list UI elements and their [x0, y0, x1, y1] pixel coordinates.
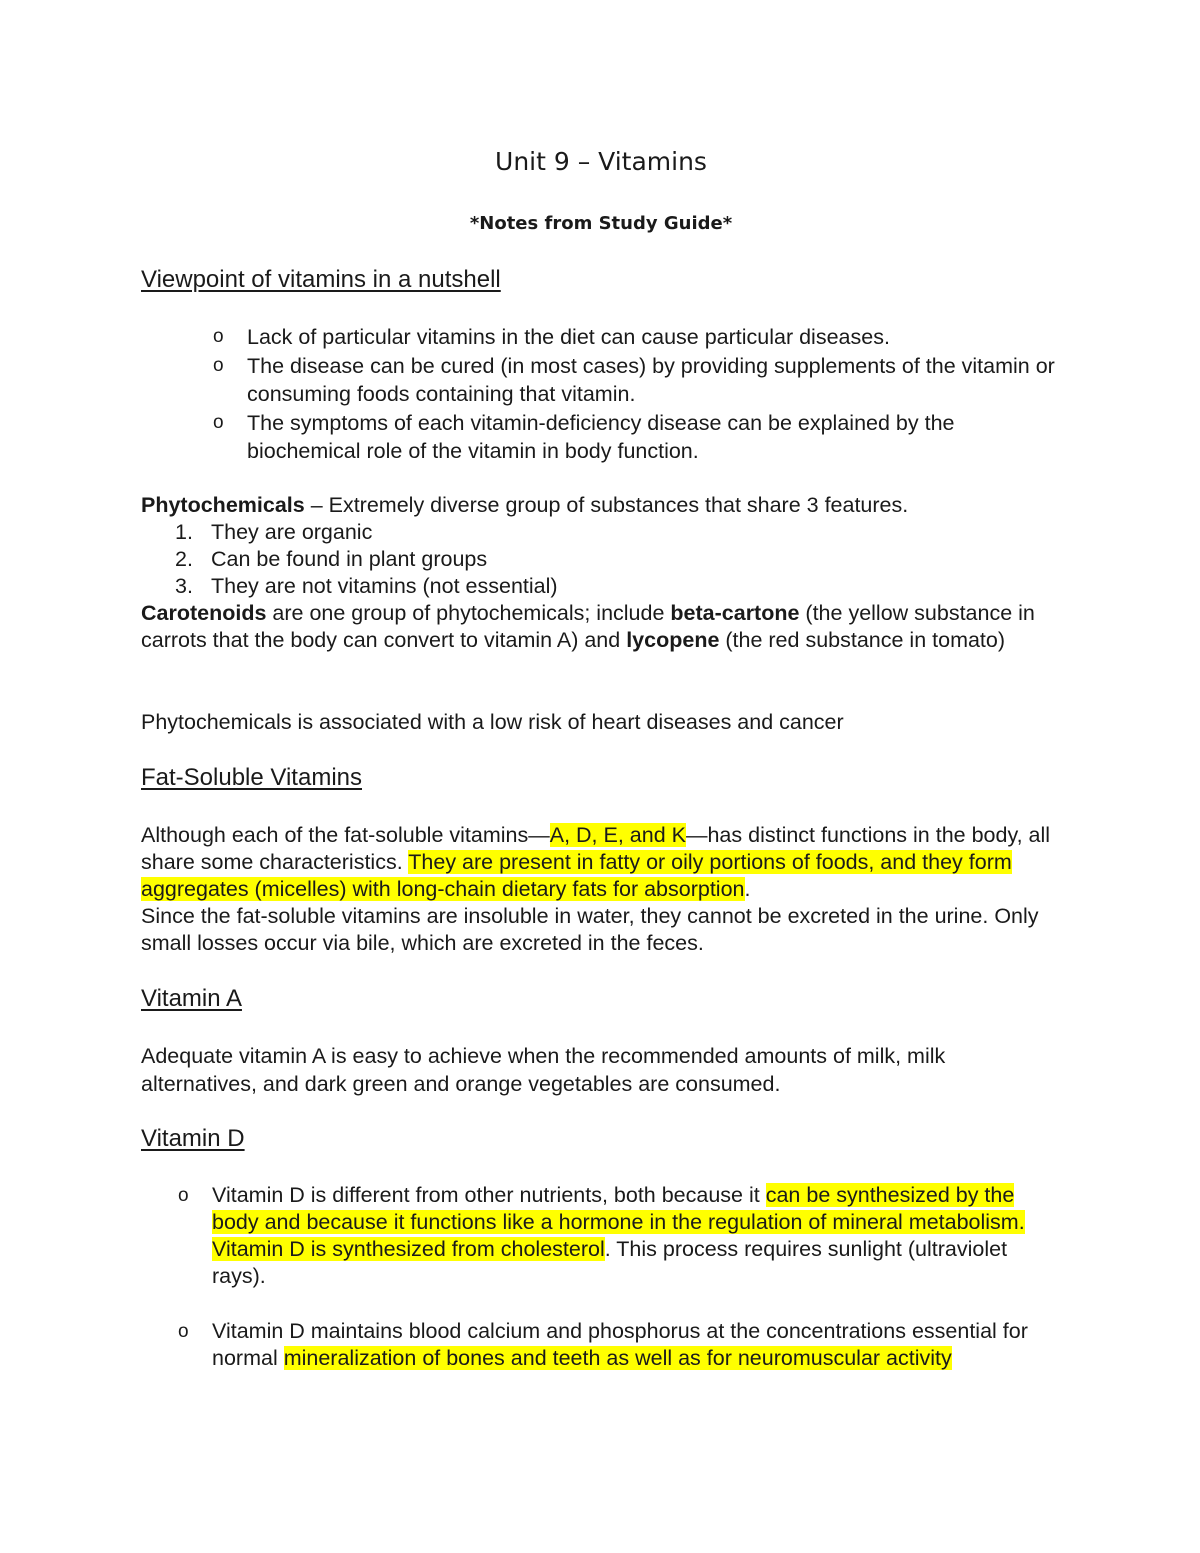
highlight: They are present in fatty or oily portions of foods, and they form aggregates (micelles) with long-chain dietary fats for absorption — [141, 850, 1012, 901]
list-item — [141, 573, 1061, 600]
list-item-text: The disease can be cured (in most cases) by providing supplements of the vitamin or consuming foods containing that vitamin. — [247, 353, 1055, 406]
phytochemicals-term: Phytochemicals — [141, 493, 305, 517]
number-marker: 2. — [175, 547, 193, 571]
list-item — [141, 1182, 1061, 1290]
highlight: A, D, E, and K — [549, 823, 686, 847]
vitamin-d-list — [141, 1182, 1061, 1372]
phytochemicals-definition — [141, 492, 1061, 519]
carotenoids-text: (the yellow substance in carrots that the body can convert to vitamin A) and — [141, 601, 1035, 652]
list-item-text: They are organic — [211, 520, 373, 544]
list-item-text: Vitamin D maintains blood calcium and phosphorus at the concentrations essential for normal — [212, 1319, 1028, 1370]
heading-fat-soluble: Fat-Soluble Vitamins — [141, 764, 362, 791]
list-item-text: . This process requires sunlight (ultraviolet rays). — [212, 1237, 1008, 1288]
phytochemicals-features-list — [141, 519, 1061, 600]
paragraph-text: Since the fat-soluble vitamins are insoluble in water, they cannot be excreted in the urine. Only small losses occur via bile, which are excreted in the feces. — [141, 904, 1039, 955]
bullet-marker: o — [213, 354, 224, 376]
bullet-marker: o — [178, 1185, 189, 1206]
phytochemicals-risk-text: Phytochemicals is associated with a low risk of heart diseases and cancer — [141, 710, 844, 734]
page-subtitle: *Notes from Study Guide* — [469, 213, 733, 234]
paragraph-text: —has distinct functions in the body, all share some characteristics. — [141, 823, 1051, 874]
list-item-text: Vitamin D is different from other nutrients, both because it — [212, 1183, 766, 1207]
list-item — [141, 352, 1061, 409]
page-title: Unit 9 – Vitamins — [495, 147, 707, 176]
list-item-text: The symptoms of each vitamin-deficiency disease can be explained by the biochemical role of the vitamin in body function. — [247, 410, 955, 463]
carotenoids-term: Carotenoids — [141, 601, 267, 625]
list-item — [141, 1318, 1061, 1372]
highlight: mineralization of bones and teeth as well as for neuromuscular activity — [283, 1346, 952, 1370]
list-item-text: Can be found in plant groups — [211, 547, 488, 571]
list-item — [141, 546, 1061, 573]
paragraph-text: Although each of the fat-soluble vitamins— — [141, 823, 550, 847]
number-marker: 3. — [175, 574, 193, 598]
heading-vitamin-a: Vitamin A — [141, 985, 242, 1012]
lycopene-term: lycopene — [626, 628, 720, 652]
vitamin-a-paragraph: Adequate vitamin A is easy to achieve when the recommended amounts of milk, milk alternatives, and dark green and orange vegetables are consumed. — [141, 1044, 946, 1096]
fat-soluble-paragraph — [141, 822, 1061, 957]
list-item-text: They are not vitamins (not essential) — [211, 574, 558, 598]
bullet-marker: o — [178, 1321, 189, 1342]
viewpoint-list — [141, 323, 1061, 466]
highlight: can be synthesized by the body and because it functions like a hormone in the regulation of mineral metabolism. Vitamin D is synthesized from cholesterol — [212, 1183, 1025, 1261]
number-marker: 1. — [175, 520, 193, 544]
paragraph-text: . — [744, 877, 751, 901]
heading-viewpoint: Viewpoint of vitamins in a nutshell — [141, 266, 501, 293]
heading-vitamin-d: Vitamin D — [141, 1125, 245, 1152]
list-item-text: Lack of particular vitamins in the diet can cause particular diseases. — [247, 325, 890, 349]
phytochemicals-definition-text: – Extremely diverse group of substances that share 3 features. — [304, 493, 909, 517]
carotenoids-paragraph — [141, 600, 1061, 654]
list-item — [141, 519, 1061, 546]
bullet-marker: o — [213, 326, 224, 347]
carotenoids-text: (the red substance in tomato) — [719, 628, 1006, 652]
carotenoids-text: are one group of phytochemicals; include — [266, 601, 671, 625]
bullet-marker: o — [213, 411, 224, 433]
list-item — [141, 323, 1061, 352]
list-item — [141, 409, 1061, 466]
beta-carotene-term: beta-cartone — [670, 601, 800, 625]
